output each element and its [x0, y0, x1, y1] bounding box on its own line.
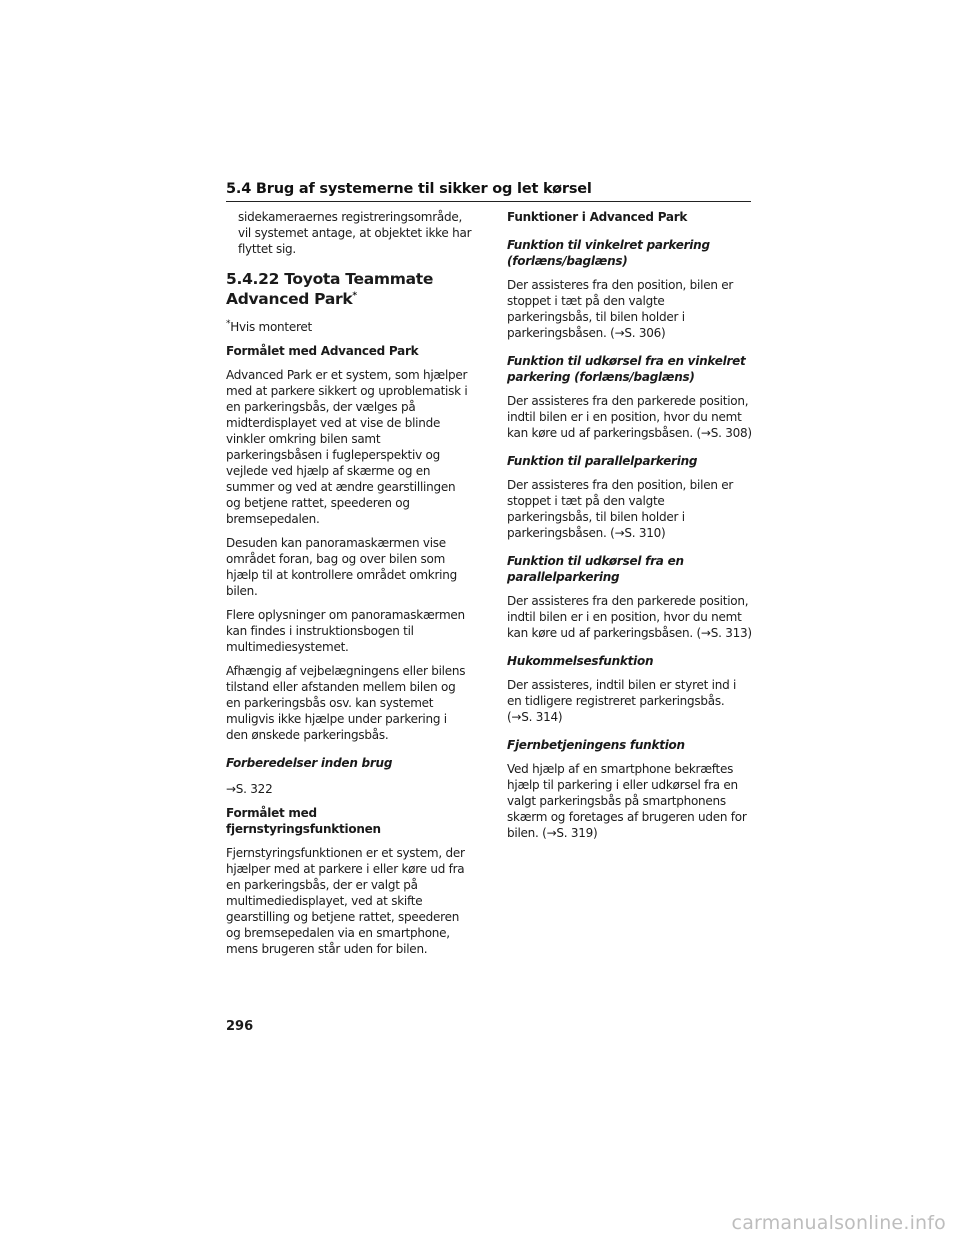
heading-preparation: Forberedelser inden brug [226, 756, 393, 770]
function-5-text: Der assisteres, indtil bilen er styret ind i en tidligere registreret parkeringsbås. (→S. 314) [507, 678, 737, 724]
running-header [226, 178, 751, 202]
function-6-text: Ved hjælp af en smartphone bekræftes hjælp til parkering i eller udkørsel fra en valgt parkeringsbås på smartphonens skærm og foretages af brugeren uden for bilen. (→S. 319) [507, 762, 747, 840]
function-1-text: Der assisteres fra den position, bilen er stoppet i tæt på den valgte parkeringsbås, til bilen holder i parkeringsbåsen. (→S. 306) [507, 278, 734, 340]
function-3-title: Funktion til parallelparkering [507, 454, 698, 468]
function-2-title: Funktion til udkørsel fra en vinkelret parkering (forlæns/baglæns) [507, 354, 746, 384]
function-4-text: Der assisteres fra den parkerede position, indtil bilen er i en position, hvor du nemt kan køre ud af parkeringsbåsen. (→S. 313) [507, 594, 752, 640]
heading-purpose: Formålet med Advanced Park [226, 344, 419, 358]
function-4-title: Funktion til udkørsel fra en parallelparkering [507, 554, 684, 584]
page-number: 296 [226, 1019, 254, 1034]
right-column [507, 209, 753, 849]
left-column [226, 209, 472, 965]
heading-functions: Funktioner i Advanced Park [507, 210, 688, 224]
paragraph-2: Desuden kan panoramaskærmen vise området foran, bag og over bilen som hjælp til at kontrollere området omkring bilen. [226, 536, 457, 598]
function-3-text: Der assisteres fra den position, bilen er stoppet i tæt på den valgte parkeringsbås, til bilen holder i parkeringsbåsen. (→S. 310) [507, 478, 734, 540]
page-reference[interactable]: →S. 322 [226, 782, 273, 796]
header-title: 5.4 Brug af systemerne til sikker og let kørsel [226, 181, 592, 197]
function-5-title: Hukommelsesfunktion [507, 654, 654, 668]
paragraph-1: Advanced Park er et system, som hjælper med at parkere sikkert og uproblematisk i en parkeringsbås, der vælges på midterdisplayet ved at vise de blinde vinkler omkring bilen samt parkeringsbåsen i fugleperspektiv og vejlede ved hjælp af skærme og en summer og ved at ændre gearstillingen og betjene rattet, speederen og bremsepedalen. [226, 368, 468, 526]
section-title: 5.4.22 Toyota Teammate Advanced Park* [226, 270, 434, 308]
paragraph-3: Flere oplysninger om panoramaskærmen kan findes i instruktionsbogen til multimediesystemet. [226, 608, 465, 654]
intro-continuation: sidekameraernes registreringsområde, vil systemet antage, at objektet ikke har flyttet sig. [238, 210, 472, 256]
footnote: *Hvis monteret [226, 319, 313, 334]
function-1-title: Funktion til vinkelret parkering (forlæns/baglæns) [507, 238, 710, 268]
paragraph-5: Fjernstyringsfunktionen er et system, der hjælper med at parkere i eller køre ud fra en parkeringsbås, der er valgt på multimediedisplayet, ved at skifte gearstilling og betjene rattet, speederen og bremsepedalen via en smartphone, mens brugeren står uden for bilen. [226, 846, 465, 956]
function-2-text: Der assisteres fra den parkerede position, indtil bilen er i en position, hvor du nemt kan køre ud af parkeringsbåsen. (→S. 308) [507, 394, 752, 440]
paragraph-4: Afhængig af vejbelægningens eller bilens tilstand eller afstanden mellem bilen og en parkeringsbås osv. kan systemet muligvis ikke hjælpe under parkering i den ønskede parkeringsbås. [226, 664, 466, 742]
heading-remote: Formålet med fjernstyringsfunktionen [226, 806, 381, 836]
watermark: carmanualsonline.info [731, 1212, 946, 1234]
function-6-title: Fjernbetjeningens funktion [507, 738, 685, 752]
